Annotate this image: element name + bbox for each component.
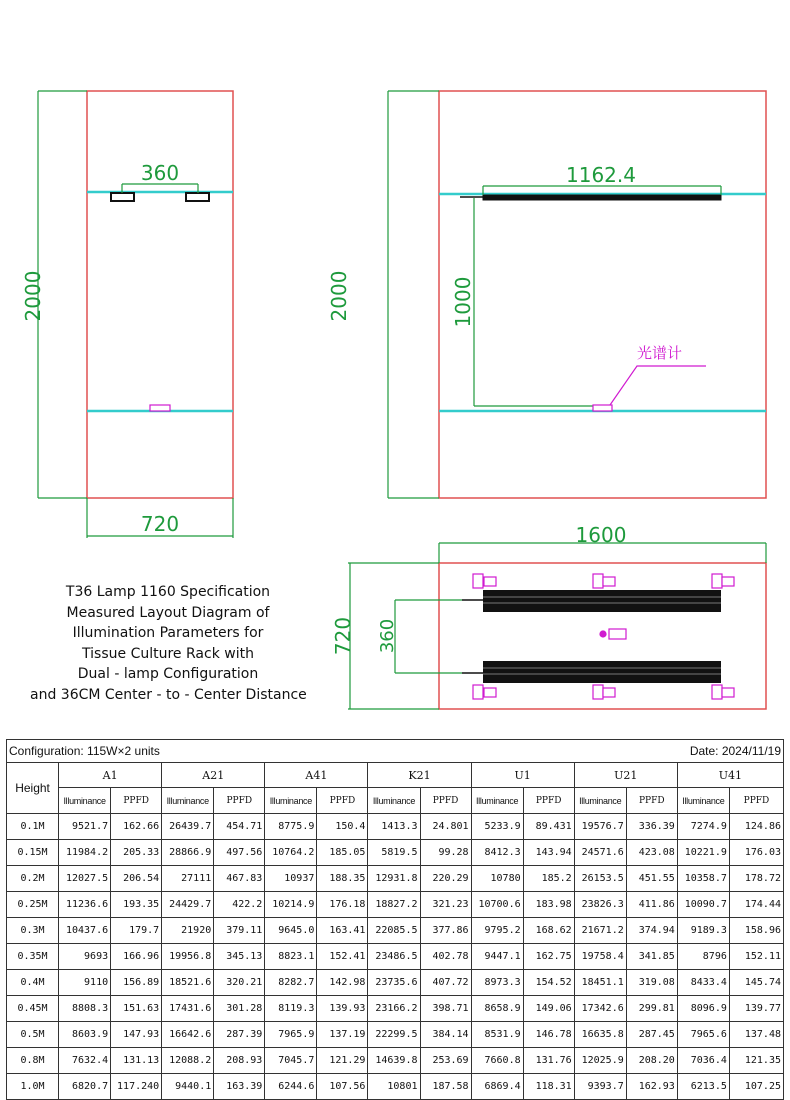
front-height-dim: 2000 (21, 270, 45, 322)
ppfd-cell: 139.93 (317, 996, 368, 1022)
ppfd-cell: 377.86 (420, 918, 471, 944)
illuminance-cell: 9440.1 (162, 1074, 214, 1100)
ppfd-cell: 154.52 (523, 970, 574, 996)
ppfd-cell: 183.98 (523, 892, 574, 918)
illuminance-cell: 8823.1 (265, 944, 317, 970)
side-frame (439, 91, 766, 498)
ppfd-cell: 454.71 (214, 814, 265, 840)
illuminance-cell: 9795.2 (471, 918, 523, 944)
measurement-table-wrap (6, 739, 784, 1100)
ppfd-header: PPFD (626, 788, 677, 814)
ppfd-cell: 379.11 (214, 918, 265, 944)
ppfd-cell: 407.72 (420, 970, 471, 996)
table-row (7, 814, 784, 840)
ppfd-cell: 220.29 (420, 866, 471, 892)
illuminance-cell: 10780 (471, 866, 523, 892)
illuminance-cell: 27111 (162, 866, 214, 892)
ppfd-cell: 187.58 (420, 1074, 471, 1100)
illuminance-header: Illuminance (265, 788, 317, 814)
ppfd-cell: 423.08 (626, 840, 677, 866)
front-width-dim: 720 (140, 512, 180, 536)
height-cell: 0.2M (7, 866, 59, 892)
caption-line: Tissue Culture Rack with (82, 645, 254, 662)
ppfd-header: PPFD (729, 788, 783, 814)
ppfd-cell: 137.48 (729, 1022, 783, 1048)
sub-header-row (7, 788, 784, 814)
illuminance-cell: 9521.7 (59, 814, 111, 840)
ppfd-cell: 193.35 (111, 892, 162, 918)
ppfd-header: PPFD (523, 788, 574, 814)
ppfd-cell: 145.74 (729, 970, 783, 996)
illuminance-cell: 24571.6 (574, 840, 626, 866)
table-row (7, 970, 784, 996)
plan-view (331, 523, 766, 709)
ppfd-cell: 99.28 (420, 840, 471, 866)
illuminance-cell: 6820.7 (59, 1074, 111, 1100)
illuminance-cell: 7632.4 (59, 1048, 111, 1074)
ppfd-cell: 143.94 (523, 840, 574, 866)
illuminance-cell: 10358.7 (677, 866, 729, 892)
illuminance-cell: 18521.6 (162, 970, 214, 996)
illuminance-cell: 7965.6 (677, 1022, 729, 1048)
ppfd-cell: 208.20 (626, 1048, 677, 1074)
ppfd-cell: 188.35 (317, 866, 368, 892)
illuminance-cell: 9447.1 (471, 944, 523, 970)
illuminance-cell: 12088.2 (162, 1048, 214, 1074)
illuminance-cell: 21920 (162, 918, 214, 944)
illuminance-cell: 10437.6 (59, 918, 111, 944)
illuminance-cell: 23735.6 (368, 970, 420, 996)
ppfd-cell: 137.19 (317, 1022, 368, 1048)
date-text: Date: 2024/11/19 (689, 744, 781, 758)
illuminance-cell: 26153.5 (574, 866, 626, 892)
ppfd-header: PPFD (111, 788, 162, 814)
illuminance-cell: 6869.4 (471, 1074, 523, 1100)
plan-lamp-bottom (483, 661, 721, 683)
caption-line: Measured Layout Diagram of (66, 604, 270, 621)
ppfd-cell: 341.85 (626, 944, 677, 970)
illuminance-cell: 9393.7 (574, 1074, 626, 1100)
ppfd-cell: 152.11 (729, 944, 783, 970)
ppfd-header: PPFD (214, 788, 265, 814)
illuminance-cell: 8808.3 (59, 996, 111, 1022)
illuminance-cell: 19576.7 (574, 814, 626, 840)
ppfd-cell: 205.33 (111, 840, 162, 866)
diagram-caption (30, 582, 306, 706)
ppfd-cell: 320.21 (214, 970, 265, 996)
illuminance-cell: 6213.5 (677, 1074, 729, 1100)
ppfd-cell: 107.25 (729, 1074, 783, 1100)
ppfd-cell: 24.801 (420, 814, 471, 840)
ppfd-cell: 149.06 (523, 996, 574, 1022)
illuminance-cell: 8603.9 (59, 1022, 111, 1048)
ppfd-cell: 174.44 (729, 892, 783, 918)
ppfd-cell: 178.72 (729, 866, 783, 892)
illuminance-cell: 8282.7 (265, 970, 317, 996)
ppfd-cell: 146.78 (523, 1022, 574, 1048)
illuminance-cell: 16635.8 (574, 1022, 626, 1048)
illuminance-cell: 8775.9 (265, 814, 317, 840)
illuminance-cell: 9110 (59, 970, 111, 996)
illuminance-cell: 7274.9 (677, 814, 729, 840)
ppfd-cell: 185.2 (523, 866, 574, 892)
group-header-u21: U21 (574, 763, 677, 788)
illuminance-cell: 6244.6 (265, 1074, 317, 1100)
ppfd-cell: 118.31 (523, 1074, 574, 1100)
ppfd-cell: 451.55 (626, 866, 677, 892)
ppfd-cell: 162.66 (111, 814, 162, 840)
ppfd-cell: 168.62 (523, 918, 574, 944)
ppfd-cell: 89.431 (523, 814, 574, 840)
table-row (7, 996, 784, 1022)
ppfd-cell: 162.93 (626, 1074, 677, 1100)
ppfd-cell: 411.86 (626, 892, 677, 918)
ppfd-cell: 124.86 (729, 814, 783, 840)
ppfd-cell: 131.76 (523, 1048, 574, 1074)
ppfd-cell: 142.98 (317, 970, 368, 996)
table-row (7, 1074, 784, 1100)
height-cell: 0.1M (7, 814, 59, 840)
illuminance-cell: 10221.9 (677, 840, 729, 866)
ppfd-cell: 107.56 (317, 1074, 368, 1100)
height-cell: 0.3M (7, 918, 59, 944)
group-header-a41: A41 (265, 763, 368, 788)
illuminance-cell: 19956.8 (162, 944, 214, 970)
illuminance-cell: 5233.9 (471, 814, 523, 840)
illuminance-cell: 5819.5 (368, 840, 420, 866)
ppfd-cell: 299.81 (626, 996, 677, 1022)
ppfd-cell: 287.39 (214, 1022, 265, 1048)
ppfd-cell: 131.13 (111, 1048, 162, 1074)
illuminance-cell: 8531.9 (471, 1022, 523, 1048)
height-cell: 0.8M (7, 1048, 59, 1074)
height-cell: 0.4M (7, 970, 59, 996)
caption-line: Dual - lamp Configuration (77, 666, 259, 683)
illuminance-cell: 10937 (265, 866, 317, 892)
ppfd-cell: 179.7 (111, 918, 162, 944)
illuminance-cell: 14639.8 (368, 1048, 420, 1074)
side-sensor (593, 405, 612, 411)
ppfd-cell: 163.39 (214, 1074, 265, 1100)
illuminance-header: Illuminance (471, 788, 523, 814)
illuminance-cell: 10700.6 (471, 892, 523, 918)
ppfd-cell: 321.23 (420, 892, 471, 918)
illuminance-cell: 9189.3 (677, 918, 729, 944)
illuminance-cell: 8658.9 (471, 996, 523, 1022)
table-row (7, 892, 784, 918)
sensor-leader (610, 366, 706, 405)
measurement-table-body (7, 814, 784, 1100)
front-sensor (150, 405, 170, 411)
table-row (7, 944, 784, 970)
illuminance-header: Illuminance (368, 788, 420, 814)
illuminance-header: Illuminance (59, 788, 111, 814)
group-header-k21: K21 (368, 763, 471, 788)
side-view (327, 91, 766, 498)
illuminance-cell: 8973.3 (471, 970, 523, 996)
ppfd-cell: 467.83 (214, 866, 265, 892)
config-row (7, 740, 784, 763)
illuminance-cell: 18451.1 (574, 970, 626, 996)
table-row (7, 1022, 784, 1048)
illuminance-cell: 16642.6 (162, 1022, 214, 1048)
illuminance-cell: 23826.3 (574, 892, 626, 918)
height-cell: 0.45M (7, 996, 59, 1022)
illuminance-cell: 11984.2 (59, 840, 111, 866)
illuminance-cell: 12931.8 (368, 866, 420, 892)
illuminance-header: Illuminance (162, 788, 214, 814)
ppfd-cell: 206.54 (111, 866, 162, 892)
illuminance-cell: 9645.0 (265, 918, 317, 944)
illuminance-cell: 8119.3 (265, 996, 317, 1022)
ppfd-cell: 156.89 (111, 970, 162, 996)
ppfd-cell: 384.14 (420, 1022, 471, 1048)
group-header-u1: U1 (471, 763, 574, 788)
ppfd-cell: 398.71 (420, 996, 471, 1022)
ppfd-header: PPFD (420, 788, 471, 814)
table-row (7, 866, 784, 892)
group-header-a21: A21 (162, 763, 265, 788)
side-lamp (483, 195, 721, 200)
plan-width-dim: 720 (331, 616, 355, 656)
ppfd-cell: 374.94 (626, 918, 677, 944)
illuminance-cell: 7965.9 (265, 1022, 317, 1048)
illuminance-cell: 22085.5 (368, 918, 420, 944)
illuminance-cell: 7045.7 (265, 1048, 317, 1074)
illuminance-cell: 10764.2 (265, 840, 317, 866)
ppfd-cell: 162.75 (523, 944, 574, 970)
illuminance-cell: 8433.4 (677, 970, 729, 996)
illuminance-cell: 28866.9 (162, 840, 214, 866)
lamp-length-dim: 1162.4 (566, 163, 636, 187)
illuminance-header: Illuminance (574, 788, 626, 814)
illuminance-cell: 18827.2 (368, 892, 420, 918)
illuminance-cell: 17342.6 (574, 996, 626, 1022)
sensor-label: 光谱计 (637, 344, 683, 362)
illuminance-cell: 17431.6 (162, 996, 214, 1022)
group-header-row (7, 763, 784, 788)
illuminance-cell: 22299.5 (368, 1022, 420, 1048)
plan-spacing-dim: 360 (377, 618, 398, 654)
plan-length-dim: 1600 (575, 523, 627, 547)
ppfd-cell: 147.93 (111, 1022, 162, 1048)
front-lamp-left (111, 193, 134, 201)
side-height-dim: 2000 (327, 270, 351, 322)
front-view (21, 91, 233, 538)
height-cell: 0.35M (7, 944, 59, 970)
ppfd-cell: 301.28 (214, 996, 265, 1022)
ppfd-cell: 139.77 (729, 996, 783, 1022)
ppfd-cell: 166.96 (111, 944, 162, 970)
ppfd-cell: 497.56 (214, 840, 265, 866)
front-spacing-dim: 360 (140, 161, 180, 185)
ppfd-cell: 121.35 (729, 1048, 783, 1074)
height-cell: 0.15M (7, 840, 59, 866)
ppfd-cell: 121.29 (317, 1048, 368, 1074)
illuminance-cell: 8096.9 (677, 996, 729, 1022)
ppfd-cell: 152.41 (317, 944, 368, 970)
ppfd-cell: 422.2 (214, 892, 265, 918)
configuration-text: Configuration: 115W×2 units (9, 744, 160, 758)
measurement-table (6, 739, 784, 1100)
ppfd-cell: 117.240 (111, 1074, 162, 1100)
illuminance-header: Illuminance (677, 788, 729, 814)
ppfd-cell: 336.39 (626, 814, 677, 840)
table-row (7, 840, 784, 866)
group-header-u41: U41 (677, 763, 783, 788)
illuminance-cell: 26439.7 (162, 814, 214, 840)
illuminance-cell: 19758.4 (574, 944, 626, 970)
ppfd-cell: 150.4 (317, 814, 368, 840)
illuminance-cell: 1413.3 (368, 814, 420, 840)
ppfd-cell: 151.63 (111, 996, 162, 1022)
height-cell: 1.0M (7, 1074, 59, 1100)
caption-line: T36 Lamp 1160 Specification (65, 584, 271, 600)
ppfd-cell: 158.96 (729, 918, 783, 944)
illuminance-cell: 9693 (59, 944, 111, 970)
height-cell: 0.5M (7, 1022, 59, 1048)
illuminance-cell: 8796 (677, 944, 729, 970)
table-row (7, 1048, 784, 1074)
front-lamp-right (186, 193, 209, 201)
side-1000-dim: 1000 (451, 276, 475, 328)
illuminance-cell: 10801 (368, 1074, 420, 1100)
plan-lamp-top (483, 590, 721, 612)
caption-line: Illumination Parameters for (72, 625, 264, 642)
config-cell (7, 740, 784, 763)
illuminance-cell: 21671.2 (574, 918, 626, 944)
illuminance-cell: 7036.4 (677, 1048, 729, 1074)
front-frame (87, 91, 233, 498)
illuminance-cell: 8412.3 (471, 840, 523, 866)
ppfd-cell: 345.13 (214, 944, 265, 970)
ppfd-cell: 176.18 (317, 892, 368, 918)
illuminance-cell: 10214.9 (265, 892, 317, 918)
ppfd-cell: 208.93 (214, 1048, 265, 1074)
illuminance-cell: 10090.7 (677, 892, 729, 918)
ppfd-cell: 163.41 (317, 918, 368, 944)
height-cell: 0.25M (7, 892, 59, 918)
illuminance-cell: 23486.5 (368, 944, 420, 970)
illuminance-cell: 12025.9 (574, 1048, 626, 1074)
height-header: Height (7, 763, 59, 814)
ppfd-cell: 287.45 (626, 1022, 677, 1048)
illuminance-cell: 11236.6 (59, 892, 111, 918)
illuminance-cell: 12027.5 (59, 866, 111, 892)
ppfd-cell: 319.08 (626, 970, 677, 996)
illuminance-cell: 23166.2 (368, 996, 420, 1022)
illuminance-cell: 24429.7 (162, 892, 214, 918)
ppfd-cell: 402.78 (420, 944, 471, 970)
group-header-a1: A1 (59, 763, 162, 788)
table-row (7, 918, 784, 944)
illuminance-cell: 7660.8 (471, 1048, 523, 1074)
caption-line: and 36CM Center - to - Center Distance (30, 686, 307, 703)
ppfd-cell: 253.69 (420, 1048, 471, 1074)
ppfd-header: PPFD (317, 788, 368, 814)
ppfd-cell: 185.05 (317, 840, 368, 866)
ppfd-cell: 176.03 (729, 840, 783, 866)
